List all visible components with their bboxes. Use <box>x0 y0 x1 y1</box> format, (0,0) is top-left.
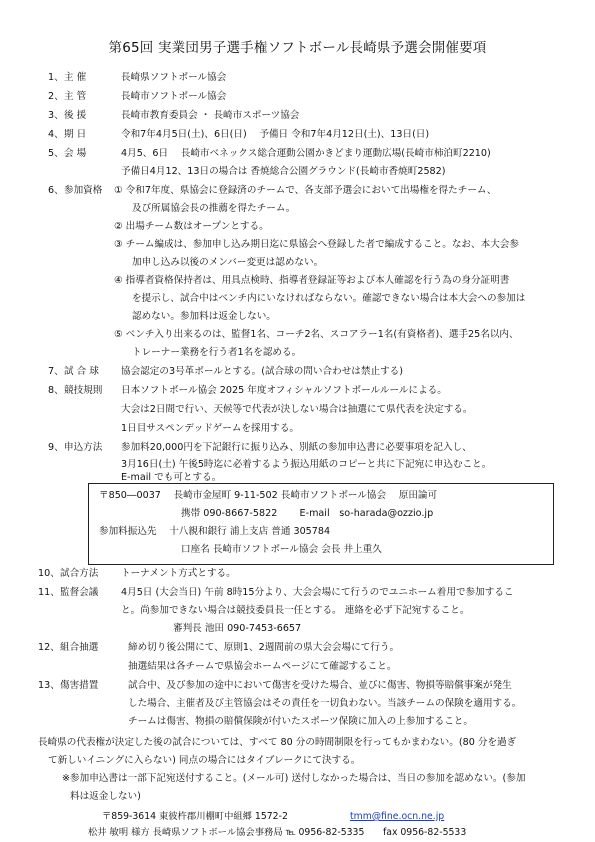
item-2-text: 長崎市ソフトボール協会 <box>121 91 227 102</box>
office-address: 〒859-3614 東彼杵郡川棚町中組郷 1572-2 <box>102 811 288 822</box>
item-11-line: 審判長 池田 090-7453-6657 <box>173 623 302 634</box>
item-5-text-2: 予備日4月12、13日の場合は 香焼総合公園グラウンド(長崎市香焼町2582) <box>121 166 446 177</box>
item-11-label: 監督会議 <box>60 587 99 598</box>
contact-phone-email: 携帯 090-8667-5822 E-mail so-harada@ozzio.jp <box>181 508 434 519</box>
item-8-label: 競技規則 <box>64 385 103 396</box>
item-6-line: ② 出場チーム数はオープンとする。 <box>114 221 269 232</box>
item-12-number: 12、 <box>38 642 60 653</box>
item-3-number: 3、 <box>48 110 64 121</box>
page-title: 第65回 実業団男子選手権ソフトボール長崎県予選会開催要項 <box>108 40 487 56</box>
contact-address: 〒850―0037 長崎市金屋町 9-11-502 長崎市ソフトボール協会 原田論可 <box>99 490 438 501</box>
note-line: 料は返金しない) <box>70 791 141 802</box>
item-6-line: 加申し込み以後のメンバー変更は認めない。 <box>132 257 324 268</box>
item-7-label: 試 合 球 <box>64 366 99 377</box>
office-contact: 松井 敏明 様方 長崎県ソフトボール協会事務局 ℡ 0956-82-5335 fax 0956-82-5533 <box>88 827 467 838</box>
item-8-line: 日本ソフトボール協会 2025 年度オフィシャルソフトボールルールによる。 <box>121 385 447 396</box>
item-6-line: 及び所属協会長の推薦を得たチーム。 <box>132 203 296 214</box>
item-13-line: 試合中、及び参加の途中において傷害を受けた場合、並びに傷害、物損等賠償事案が発生 <box>128 680 512 691</box>
item-5-text-1: 4月5、6日 長崎市ベネックス総合運動公園かきどまり運動広場(長崎市柿泊町2210) <box>121 148 491 159</box>
item-3-label: 後 援 <box>64 110 87 121</box>
item-10-text: トーナメント方式とする。 <box>121 568 236 579</box>
item-1-text: 長崎県ソフトボール協会 <box>121 72 227 83</box>
item-11-line: 4月5日 (大会当日) 午前 8時15分より、大会会場にて行うのでユニホーム着用で参加するこ <box>121 587 514 598</box>
item-6-line: ④ 指導者資格保持者は、用具点検時、指導者登録証等および本人確認を行う為の身分証明書 <box>114 275 510 286</box>
item-13-line: チームは傷害、物損の賠償保険が付いたスポーツ保険に加入の上参加すること。 <box>128 716 473 727</box>
item-2-number: 2、 <box>48 91 64 102</box>
note-line: 長崎県の代表権が決定した後の試合については、すべて 80 分の時間制限を行ってもかまわない。(80 分を過ぎ <box>38 737 517 748</box>
item-6-line: ① 令和7年度、県協会に登録済のチームで、各支部予選会において出場権を得たチーム、 <box>114 185 497 196</box>
item-8-line: 大会は2日間で行い、天候等で代表が決しない場合は抽選にて県代表を決定する。 <box>121 404 473 415</box>
item-13-line: した場合、主催者及び主管協会はその責任を一切負わない。当該チームの保険を適用する。 <box>128 698 522 709</box>
item-1-number: 1、 <box>48 72 64 83</box>
item-1-label: 主 催 <box>64 72 87 83</box>
contact-box <box>88 483 554 565</box>
item-8-number: 8、 <box>48 385 64 396</box>
account-holder: 口座名 長崎市ソフトボール協会 会長 井上重久 <box>181 544 382 555</box>
note-line: ※参加申込書は一部下記宛送付すること。(メール可) 送付しなかった場合は、当日の参加を認めない。(参加 <box>62 773 526 784</box>
item-12-line: 抽選結果は各チームで県協会ホームページにて確認すること。 <box>128 661 397 672</box>
item-6-label: 参加資格 <box>64 185 103 196</box>
item-9-line: 3月16日(土) 午後5時迄に必着するよう振込用紙のコピーと共に下記宛に申込むこと。 <box>121 459 492 470</box>
item-6-line: 認めない。参加料は返金しない。 <box>132 311 276 322</box>
item-9-line: 参加料20,000円を下記銀行に振り込み、別紙の参加申込書に必要事項を記入し、 <box>121 442 472 453</box>
item-9-label: 申込方法 <box>64 442 103 453</box>
item-7-text: 協会認定の3号革ボールとする。(試合球の問い合わせは禁止する) <box>121 366 404 377</box>
item-5-label: 会 場 <box>64 148 87 159</box>
item-13-number: 13、 <box>38 680 60 691</box>
item-12-line: 締め切り後公開にて、原則1、2週間前の県大会会場にて行う。 <box>128 642 400 653</box>
item-5-number: 5、 <box>48 148 64 159</box>
item-9-line: E-mail でも可とする。 <box>121 472 222 483</box>
item-12-label: 組合抽選 <box>60 642 99 653</box>
office-email-link[interactable]: tmm@fine.ocn.ne.jp <box>350 811 445 822</box>
item-10-number: 10、 <box>38 568 60 579</box>
item-13-label: 傷害措置 <box>60 680 99 691</box>
item-11-line: と。尚参加できない場合は競技委員長一任とする。 連絡を必ず下記宛すること。 <box>121 605 470 616</box>
item-4-text: 令和7年4月5日(土)、6日(日) 予備日 令和7年4月12日(土)、13日(日) <box>121 129 430 140</box>
item-4-label: 期 日 <box>64 129 87 140</box>
item-9-number: 9、 <box>48 442 64 453</box>
item-6-line: ⑤ ベンチ入り出来るのは、監督1名、コーチ2名、スコアラー1名(有資格者)、選手25名以内、 <box>114 329 519 340</box>
item-8-line: 1日目サスペンデッドゲームを採用する。 <box>121 423 300 434</box>
note-line: て新しいイニングに入らない) 同点の場合にはタイブレークにて決する。 <box>48 755 361 766</box>
item-4-number: 4、 <box>48 129 64 140</box>
item-6-number: 6、 <box>48 185 64 196</box>
item-11-number: 11、 <box>38 587 60 598</box>
item-7-number: 7、 <box>48 366 64 377</box>
item-6-line: を提示し、試合中はベンチ内にいなければならない。確認できない場合は本大会への参加は <box>132 293 526 304</box>
item-2-label: 主 管 <box>64 91 87 102</box>
bank-account: 参加料振込先 十八親和銀行 浦上支店 普通 305784 <box>99 526 331 537</box>
item-6-line: トレーナー業務を行う者1名を認める。 <box>132 347 302 358</box>
item-10-label: 試合方法 <box>60 568 99 579</box>
item-6-line: ③ チーム編成は、参加申し込み期日迄に県協会へ登録した者で編成すること。なお、本大会参 <box>114 239 519 250</box>
item-3-text: 長崎市教育委員会 ・ 長崎市スポーツ協会 <box>121 110 300 121</box>
